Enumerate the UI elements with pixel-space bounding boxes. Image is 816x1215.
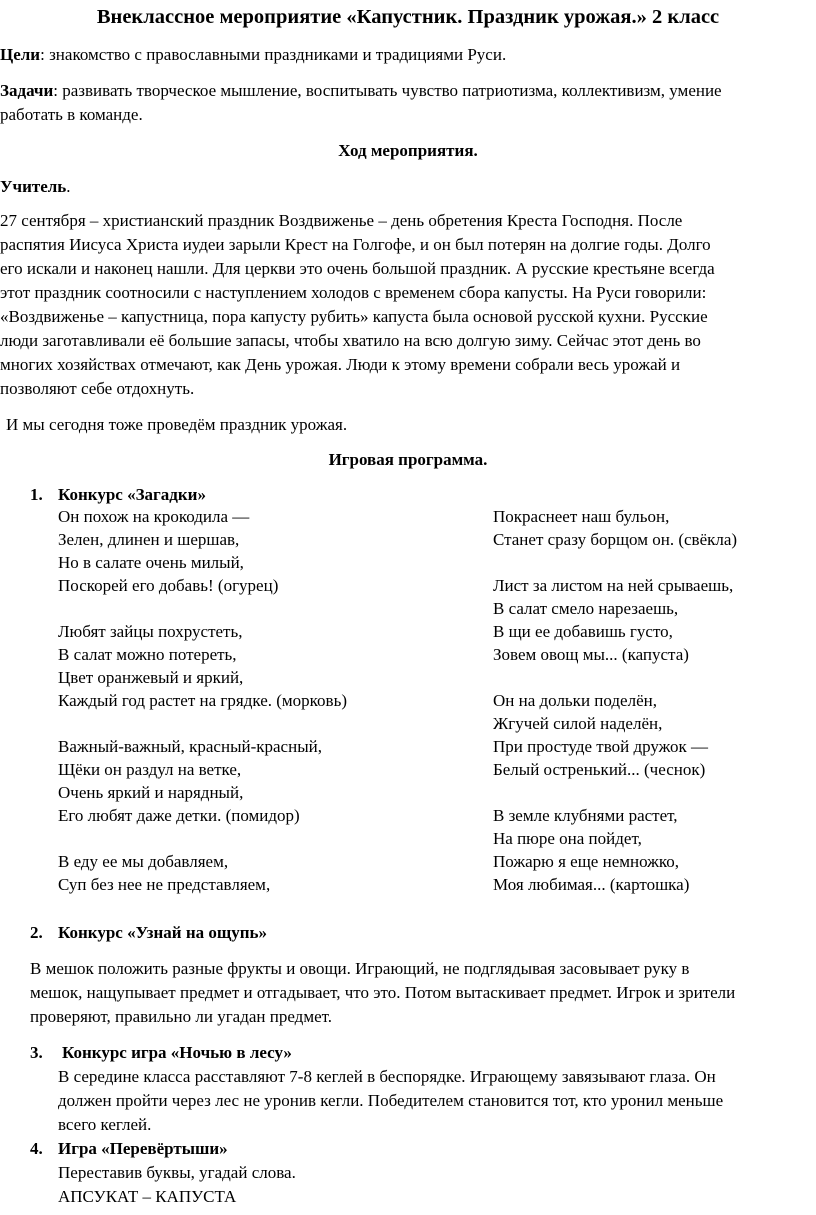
- riddle-right-line: На пюре она пойдет,: [493, 829, 642, 848]
- riddle-right-line: Моя любимая... (картошка): [493, 875, 690, 894]
- riddle-left-line: Он похож на крокодила —: [58, 507, 250, 526]
- tasks-label: Задачи: [0, 81, 54, 100]
- riddle-left-line: Но в салате очень милый,: [58, 553, 244, 572]
- intro-line: его искали и наконец нашли. Для церкви это очень большой праздник. А русские крестьяне всегда: [0, 259, 715, 278]
- goals-text: : знакомство с православными праздниками и традициями Руси.: [40, 45, 507, 64]
- intro-line: многих хозяйствах отмечают, как День урожая. Люди к этому времени собрали весь урожай и: [0, 355, 681, 374]
- riddle-left-line: В салат можно потереть,: [58, 645, 237, 664]
- intro-line: позволяют себе отдохнуть.: [0, 379, 195, 398]
- document-title: Внеклассное мероприятие «Капустник. Праздник урожая.» 2 класс: [96, 6, 720, 28]
- riddle-right-line: При простуде твой дружок —: [493, 737, 708, 756]
- riddle-right-line: Покраснеет наш бульон,: [493, 507, 670, 526]
- riddle-right-line: Белый остренький... (чеснок): [493, 760, 706, 779]
- riddle-left-line: Любят зайцы похрустеть,: [58, 622, 243, 641]
- teacher-suffix: .: [66, 177, 71, 196]
- riddle-right-line: Жгучей силой наделён,: [493, 714, 663, 733]
- contest4-title: Игра «Перевёртыши»: [58, 1139, 228, 1158]
- riddle-left-line: Каждый год растет на грядке. (морковь): [58, 691, 347, 710]
- contest4-line: Переставив буквы, угадай слова.: [58, 1163, 296, 1182]
- progress-heading: Ход мероприятия.: [338, 141, 478, 160]
- riddle-right-line: Зовем овощ мы... (капуста): [493, 645, 689, 664]
- intro-line: распятия Иисуса Христа иудеи зарыли Крест на Голгофе, и он был потерян на долгие годы. Долго: [0, 235, 711, 254]
- teacher-line: [0, 176, 71, 198]
- riddle-left-line: Поскорей его добавь! (огурец): [58, 576, 279, 595]
- goals-label: Цели: [0, 45, 41, 64]
- contest3-line: должен пройти через лес не уронив кегли. Победителем становится тот, кто уронил меньше: [58, 1091, 724, 1110]
- contest2-line: В мешок положить разные фрукты и овощи. Играющий, не подглядывая засовывает руку в: [30, 959, 690, 978]
- riddle-left-line: В еду ее мы добавляем,: [58, 852, 229, 871]
- game-program-heading: Игровая программа.: [328, 450, 488, 469]
- riddle-right-line: В земле клубнями растет,: [493, 806, 678, 825]
- contest4-number: 4.: [30, 1139, 43, 1158]
- riddle-right-line: В салат смело нарезаешь,: [493, 599, 679, 618]
- riddle-left-line: Зелен, длинен и шершав,: [58, 530, 240, 549]
- riddle-right-line: В щи ее добавишь густо,: [493, 622, 673, 641]
- contest4-line: АПСУКАТ – КАПУСТА: [58, 1187, 237, 1206]
- intro-line: «Воздвиженье – капустница, пора капусту рубить» капуста была основой русской кухни. Русские: [0, 307, 708, 326]
- riddle-left-line: Щёки он раздул на ветке,: [58, 760, 242, 779]
- contest2-line: проверяют, правильно ли угадан предмет.: [30, 1007, 333, 1026]
- today-line: И мы сегодня тоже проведём праздник урожая.: [6, 415, 348, 434]
- contest3-number: 3.: [30, 1043, 43, 1062]
- riddle-right-line: Лист за листом на ней срываешь,: [493, 576, 734, 595]
- riddle-left-line: Его любят даже детки. (помидор): [58, 806, 300, 825]
- contest3-title: Конкурс игра «Ночью в лесу»: [62, 1043, 292, 1062]
- contest2-number: 2.: [30, 923, 43, 942]
- riddle-left-line: Суп без нее не представляем,: [58, 875, 271, 894]
- riddle-left-line: Очень яркий и нарядный,: [58, 783, 244, 802]
- tasks-paragraph: [0, 80, 722, 102]
- intro-line: этот праздник соотносили с наступлением холодов с временем сбора капусты. На Руси говорили:: [0, 283, 707, 302]
- contest3-line: В середине класса расставляют 7-8 кеглей в беспорядке. Играющему завязывают глаза. Он: [58, 1067, 716, 1086]
- riddle-left-line: Важный-важный, красный-красный,: [58, 737, 322, 756]
- riddle-right-line: Пожарю я еще немножко,: [493, 852, 680, 871]
- teacher-label: Учитель: [0, 177, 67, 196]
- intro-line: люди заготавливали её большие запасы, чтобы хватило на всю долгую зиму. Сейчас этот день во: [0, 331, 701, 350]
- intro-line: 27 сентября – христианский праздник Воздвиженье – день обретения Креста Господня. После: [0, 211, 683, 230]
- riddle-left-line: Цвет оранжевый и яркий,: [58, 668, 244, 687]
- contest1-title: Конкурс «Загадки»: [58, 485, 206, 504]
- riddle-right-line: Станет сразу борщом он. (свёкла): [493, 530, 738, 549]
- tasks-text-line2: работать в команде.: [0, 105, 143, 124]
- tasks-text-line1: : развивать творческое мышление, воспитывать чувство патриотизма, коллективизм, умение: [53, 81, 722, 100]
- contest1-number: 1.: [30, 485, 43, 504]
- contest2-title: Конкурс «Узнай на ощупь»: [58, 923, 268, 942]
- contest3-line: всего кеглей.: [58, 1115, 152, 1134]
- contest2-line: мешок, нащупывает предмет и отгадывает, что это. Потом вытаскивает предмет. Игрок и зрители: [30, 983, 736, 1002]
- riddle-right-line: Он на дольки поделён,: [493, 691, 657, 710]
- goals-paragraph: [0, 44, 506, 66]
